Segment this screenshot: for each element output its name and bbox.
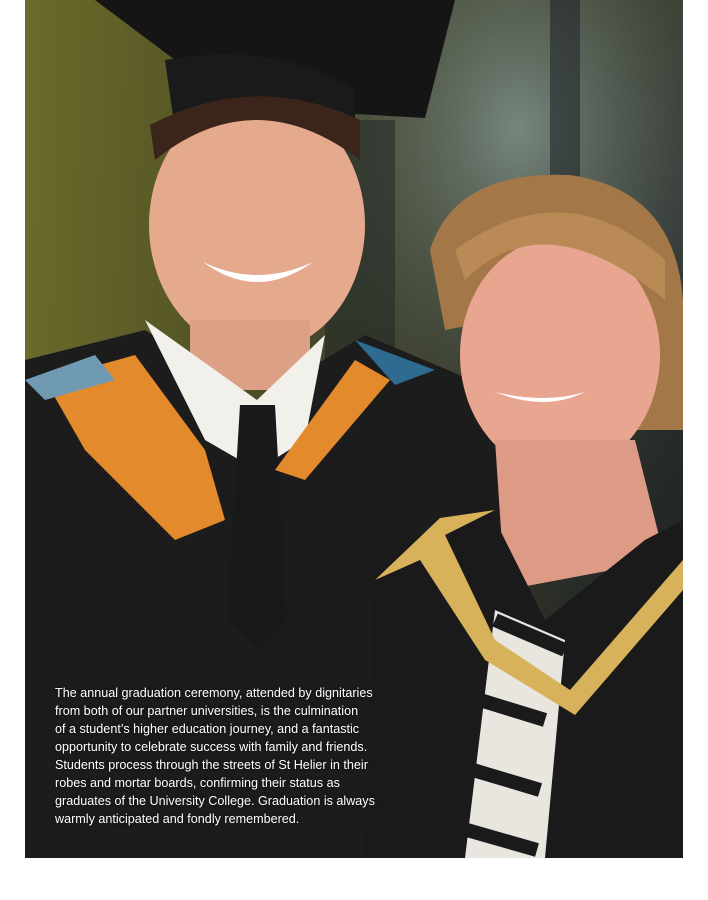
caption-line: graduates of the University College. Graduation is always xyxy=(55,794,375,808)
caption-line: warmly anticipated and fondly remembered. xyxy=(55,812,300,826)
caption-line: robes and mortar boards, confirming their status as xyxy=(55,776,340,790)
graduation-photo xyxy=(25,0,683,858)
caption-line: opportunity to celebrate success with family and friends. xyxy=(55,740,368,754)
caption-line: of a student’s higher education journey, and a fantastic xyxy=(55,722,360,736)
caption-line: The annual graduation ceremony, attended by dignitaries xyxy=(55,686,373,700)
caption-line: from both of our partner universities, is the culmination xyxy=(55,704,359,718)
caption-line: Students process through the streets of St Helier in their xyxy=(55,758,368,772)
caption-text-block xyxy=(55,684,427,828)
